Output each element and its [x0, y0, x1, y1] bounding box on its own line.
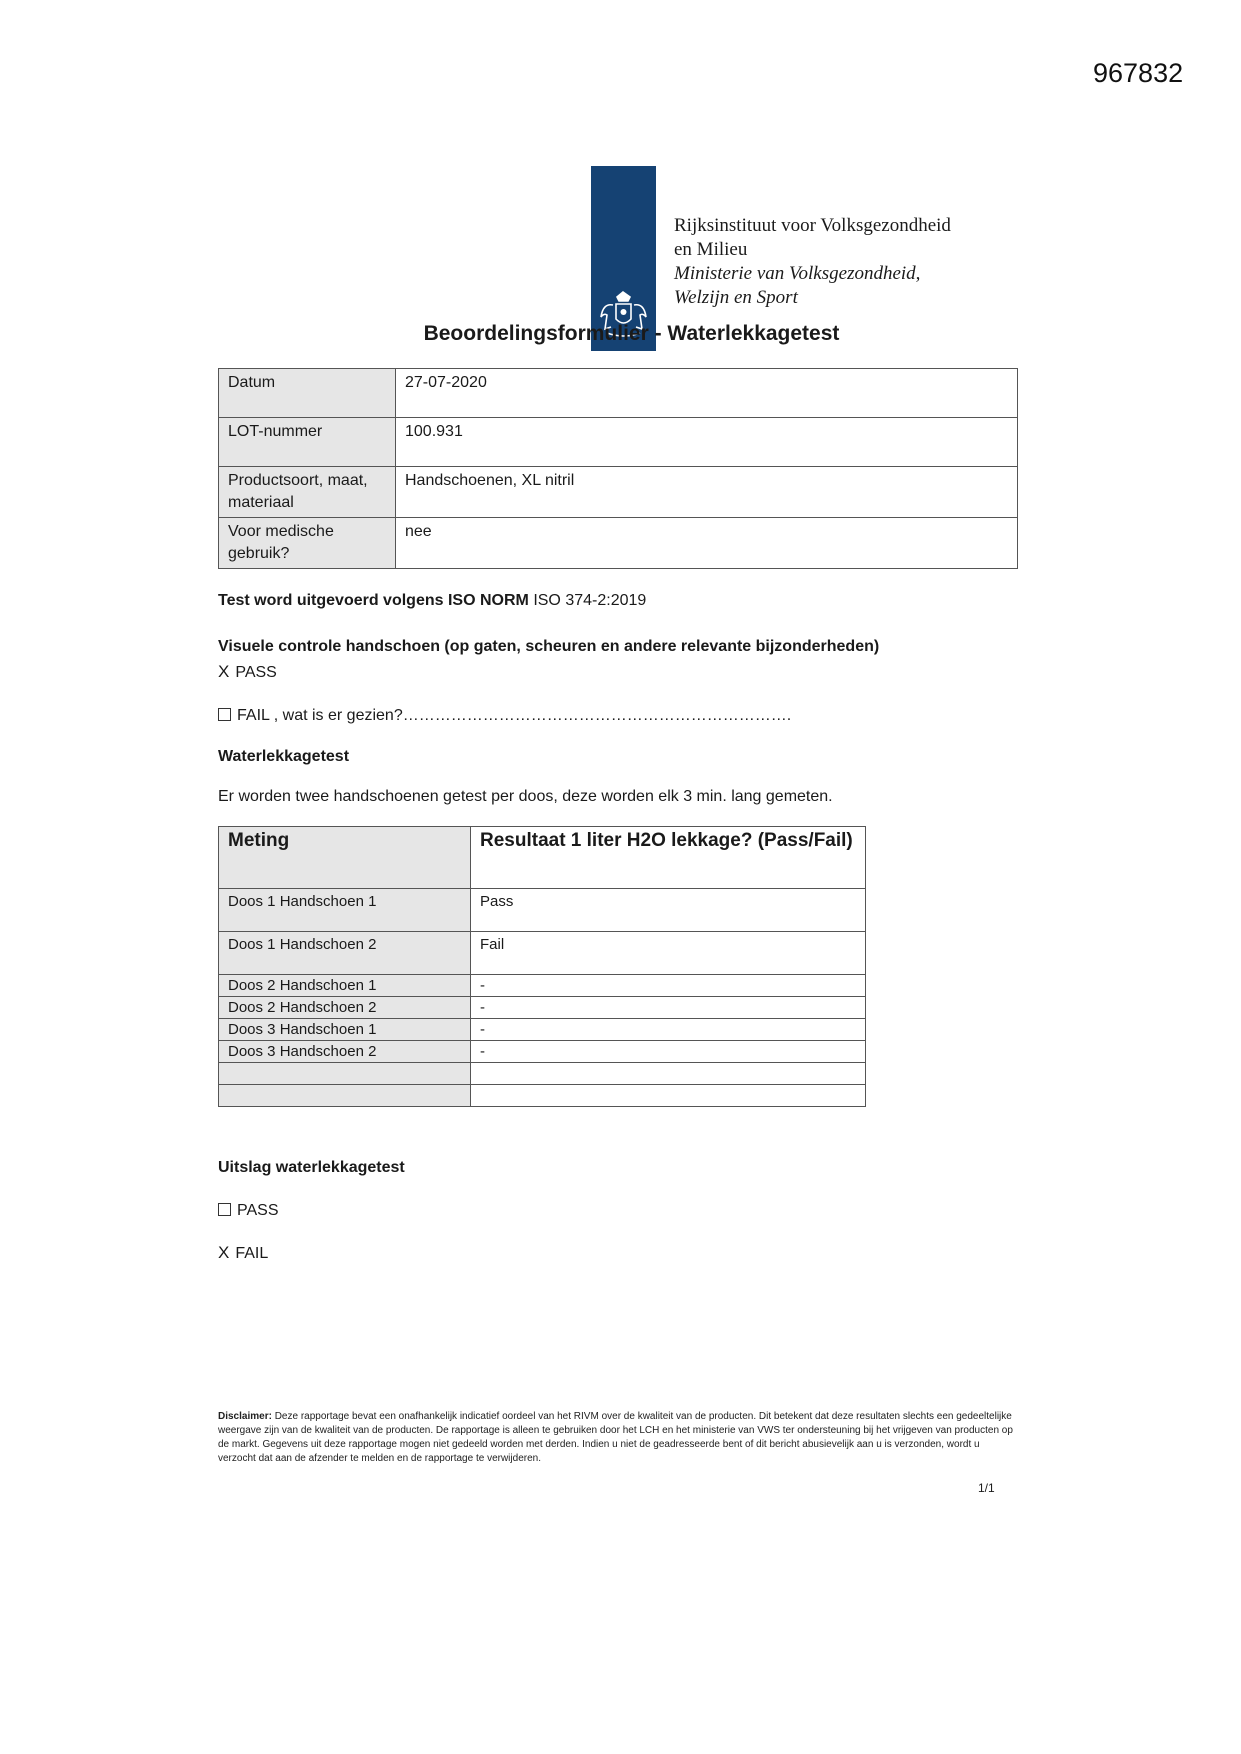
- resultaat-cell: -: [471, 1041, 866, 1063]
- resultaat-cell: Fail: [471, 932, 866, 975]
- form-title: [0, 322, 1241, 346]
- datum-value: 27-07-2020: [396, 369, 1018, 418]
- meting-cell: Doos 1 Handschoen 2: [219, 932, 471, 975]
- table-header-row: [219, 827, 866, 889]
- empty-cell: [219, 1063, 471, 1085]
- org-line-2: en Milieu: [674, 239, 748, 260]
- meting-cell: Doos 2 Handschoen 1: [219, 975, 471, 997]
- table-row: [219, 1019, 866, 1041]
- disclaimer-label: Disclaimer:: [218, 1411, 272, 1422]
- table-row: [219, 997, 866, 1019]
- uitslag-pass-label: PASS: [237, 1202, 279, 1219]
- meting-cell: Doos 2 Handschoen 2: [219, 997, 471, 1019]
- organization-name: [674, 214, 951, 310]
- iso-label: Test word uitgevoerd volgens ISO NORM: [218, 592, 529, 609]
- empty-cell: [219, 1085, 471, 1107]
- meting-cell: Doos 1 Handschoen 1: [219, 889, 471, 932]
- resultaat-cell: -: [471, 997, 866, 1019]
- medical-label: Voor medische gebruik?: [219, 518, 396, 569]
- table-row: [219, 369, 1018, 418]
- ministry-line-2: Welzijn en Sport: [674, 287, 798, 308]
- uitslag-fail-label: FAIL: [235, 1245, 269, 1262]
- product-label: Productsoort, maat, materiaal: [219, 467, 396, 518]
- checkbox-icon[interactable]: [218, 1203, 231, 1216]
- lot-value: 100.931: [396, 418, 1018, 467]
- uitslag-fail-option[interactable]: [218, 1243, 268, 1264]
- header-resultaat: Resultaat 1 liter H2O lekkage? (Pass/Fail): [471, 827, 866, 889]
- visual-pass-option[interactable]: [218, 662, 277, 683]
- product-value: Handschoenen, XL nitril: [396, 467, 1018, 518]
- visual-fail-option[interactable]: [218, 706, 791, 726]
- meting-cell: Doos 3 Handschoen 1: [219, 1019, 471, 1041]
- visual-fail-label: FAIL , wat is er gezien?……………………………………………………………….: [237, 707, 792, 724]
- uitslag-pass-option[interactable]: [218, 1201, 279, 1221]
- x-mark-icon: X: [218, 1243, 230, 1262]
- iso-line: [218, 591, 646, 611]
- org-line-1: Rijksinstituut voor Volksgezondheid: [674, 215, 951, 236]
- info-table: [218, 368, 1018, 569]
- x-mark-icon: X: [218, 662, 230, 681]
- checkbox-icon[interactable]: [218, 708, 231, 721]
- meting-table: [218, 826, 866, 1107]
- datum-label: Datum: [219, 369, 396, 418]
- disclaimer: [218, 1410, 1018, 1466]
- form-title-text: Beoordelingsformulier - Waterlekkagetest: [423, 322, 840, 345]
- table-row: [219, 1041, 866, 1063]
- table-row: [219, 889, 866, 932]
- ministry-line-1: Ministerie van Volksgezondheid,: [674, 263, 921, 284]
- table-row: [219, 518, 1018, 569]
- table-row: [219, 975, 866, 997]
- resultaat-cell: -: [471, 1019, 866, 1041]
- table-row: [219, 932, 866, 975]
- page-number: 1/1: [978, 1481, 995, 1495]
- document-id: 967832: [1093, 58, 1184, 88]
- disclaimer-text: Deze rapportage bevat een onafhankelijk indicatief oordeel van het RIVM over de kwaliteit van de producten. Dit betekent dat deze resultaten slechts een gedeeltelijke weergave zijn van de kwaliteit van de producten. De rapportage is alleen te gebruiken door het LCH en het ministerie van VWS ter ondersteuning bij het vrijgeven van producten op de markt. Gegevens uit deze rapportage mogen niet gedeeld worden met derden. Indien u niet de geadresseerde bent of dit bericht abusievelijk aan u is verzonden, wordt u verzocht dat aan de afzender te melden en de rapportage te verwijderen.: [218, 1411, 1013, 1464]
- empty-row: [219, 1063, 866, 1085]
- table-row: [219, 418, 1018, 467]
- visual-check-heading: Visuele controle handschoen (op gaten, scheuren en andere relevante bijzonderheden): [218, 638, 880, 655]
- visual-pass-label: PASS: [235, 664, 277, 681]
- empty-cell: [471, 1085, 866, 1107]
- iso-value: ISO 374-2:2019: [533, 592, 647, 609]
- empty-row: [219, 1085, 866, 1107]
- table-row: [219, 467, 1018, 518]
- uitslag-heading: Uitslag waterlekkagetest: [218, 1159, 405, 1176]
- waterlek-description: Er worden twee handschoenen getest per doos, deze worden elk 3 min. lang gemeten.: [218, 788, 833, 805]
- meting-cell: Doos 3 Handschoen 2: [219, 1041, 471, 1063]
- waterlek-heading: Waterlekkagetest: [218, 748, 350, 765]
- empty-cell: [471, 1063, 866, 1085]
- header-meting: Meting: [219, 827, 471, 889]
- medical-value: nee: [396, 518, 1018, 569]
- resultaat-cell: -: [471, 975, 866, 997]
- resultaat-cell: Pass: [471, 889, 866, 932]
- lot-label: LOT-nummer: [219, 418, 396, 467]
